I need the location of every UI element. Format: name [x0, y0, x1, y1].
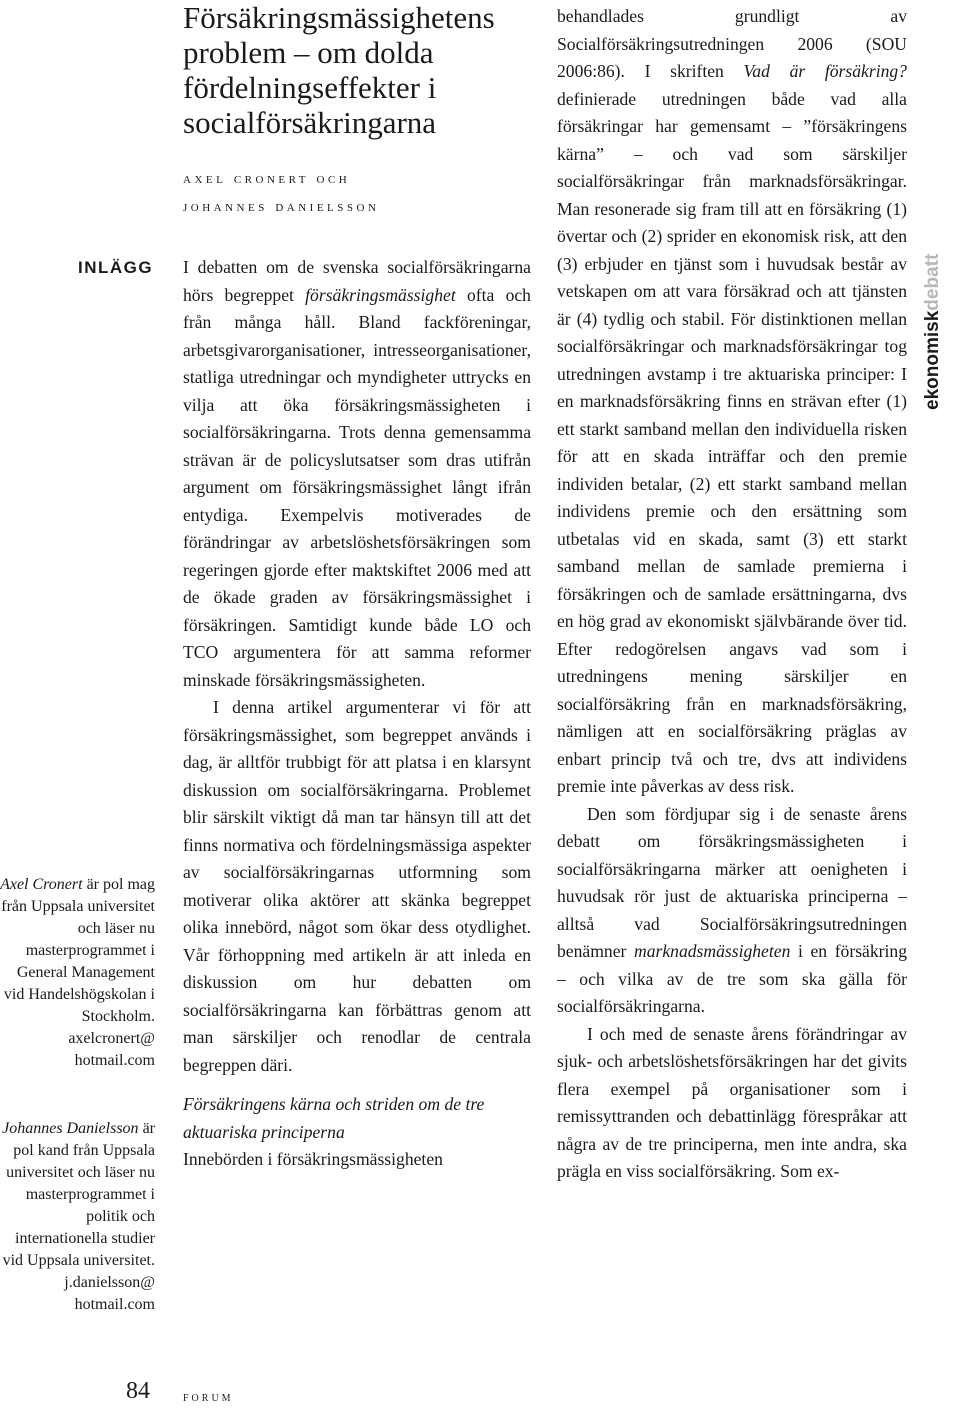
paragraph: Innebörden i försäkringsmässigheten — [183, 1149, 443, 1169]
paragraph — [557, 3, 907, 801]
bio-2-text: är pol kand från Uppsala universitet och läser nu masterprogrammet i politik och internationella studier vid Uppsala universitet. j.danielsson@ hotmail.com — [2, 1120, 155, 1313]
authors-line-1: axel cronert och — [183, 170, 351, 187]
authors-line-2: johannes danielsson — [183, 198, 380, 215]
body-column-1 — [183, 254, 531, 1174]
text-run: I debatten om de svenska socialförsäkringarna hörs begreppet — [183, 257, 531, 305]
text-run-italic: försäkringsmässighet — [305, 284, 456, 305]
bio-1-name: Axel Cronert — [0, 876, 83, 893]
brand-part-2: debatt — [922, 253, 943, 311]
footer-section-label: forum — [183, 1390, 234, 1405]
section-label: INLÄGG — [78, 258, 154, 277]
text-run-italic: Vad är försäkring? — [743, 61, 907, 81]
bio-2-name: Johannes Danielsson — [2, 1120, 139, 1137]
text-run: Den som fördjupar sig i de senaste årens debatt om försäkringsmässigheten i socialförsäkringarna märker att oenigheten i huvudsak rör just de aktuariska principerna – alltså vad Socialförsäkringsutredningen benämner — [557, 803, 907, 961]
paragraph: I denna artikel argumenterar vi för att försäkringsmässighet, som begreppet används i dag, är alltför trubbigt för att platsa i en klarsynt diskussion om socialförsäkringarna. Problemet blir särskilt viktigt då man tar hänsyn till att det finns normativa och fördelningsmässiga aspekter av socialförsäkringarnas utformning som motiverar olika aktörer att skänka begreppet olika innebörd, något som ökar dess otydlighet. Vår förhoppning med artikeln är att inleda en diskussion om hur debatten om socialförsäkringarna kan förbättras genom att man särskiljer och renodlar de centrala begreppen däri. — [183, 697, 531, 1075]
article-title: Försäkringsmässighetens problem – om dolda fördelningseffekter i socialförsäkringarna — [183, 0, 495, 140]
text-run: definierade utredningen både vad alla försäkringar har gemensamt – ”försäkringens kärna” – och vad som särskiljer socialförsäkringar från marknadsförsäkringar. Man resonerade sig fram till att en försäkring (1) övertar och (2) sprider en ekonomisk risk, att den (3) erbjuder en tjänst som i huvudsak består av vetskapen om att vara försäkrad och att tjänsten är (4) tydlig och stabil. För distinktionen mellan socialförsäkringar och marknadsförsäkringar tog utredningen avstamp i tre aktuariska principer: I en marknadsförsäkring finns en strävan efter (1) ett starkt samband mellan den individuella risken för att en skada inträffar och den premie individen betalar, (2) ett starkt samband mellan individens premie och den ersättning som utbetalas vid en skada, samt (3) ett starkt samband mellan de samlade premierna i försäkringen och de samlade ersättningarna, dvs en hög grad av ekonomiskt självbärande över tid. Efter redogörelsen angavs vad som i utredningens mening särskiljer en socialförsäkring från en marknadsförsäkring, nämligen att en socialförsäkring präglas av enbart princip två och tre, dvs att individens premie inte påverkas av dess risk. — [557, 88, 907, 796]
article-authors — [183, 165, 523, 221]
page-number: 84 — [126, 1378, 150, 1404]
author-bio-1 — [0, 874, 155, 1072]
paragraph: I och med de senaste årens förändringar av sjuk- och arbetslöshetsförsäkringen har det givits flera exempel på organisationer som i remissyttranden och debattinlägg förespråkar att några av de tre principerna, men inte andra, ska prägla en viss socialförsäkring. Som ex- — [557, 1023, 907, 1181]
brand-part-1: ekonomisk — [922, 310, 943, 410]
text-run: behandlades grundligt av Socialförsäkringsutredningen 2006 (SOU 2006:86). I skriften — [557, 6, 907, 81]
paragraph — [183, 254, 531, 694]
author-bio-2 — [0, 1118, 155, 1316]
body-column-2 — [557, 3, 907, 1186]
paragraph — [557, 801, 907, 1021]
journal-brand — [922, 254, 944, 410]
section-subheading: Försäkringens kärna och striden om de tre aktuariska principerna — [183, 1094, 485, 1142]
text-run-italic: marknadsmässigheten — [633, 941, 791, 961]
text-run: i en försäkring – och vilka av de tre som ska gälla för socialförsäkringarna. — [557, 941, 908, 1016]
text-run: ofta och från många håll. Bland fackföreningar, arbetsgivarorganisationer, intresseorganisationer, statliga utredningar och myndigheter uttrycks en vilja att öka försäkringsmässigheten i socialförsäkringarna. Trots denna gemensamma strävan är de policyslutsatser som dras utifrån argument om försäkringsmässighet långt ifrån entydiga. Exempelvis motiverades de förändringar av arbetslöshetsförsäkringen som regeringen gjorde efter maktskiftet 2006 med att de ökade graden av försäkringsmässighet i försäkringen. Samtidigt kunde både LO och TCO argumentera för att samma reformer minskade försäkringsmässigheten. — [183, 284, 531, 690]
bio-1-text: är pol mag från Uppsala universitet och läser nu masterprogrammet i General Management vid Handelshögskolan i Stockholm. axelcronert@ hotmail.com — [1, 876, 155, 1069]
